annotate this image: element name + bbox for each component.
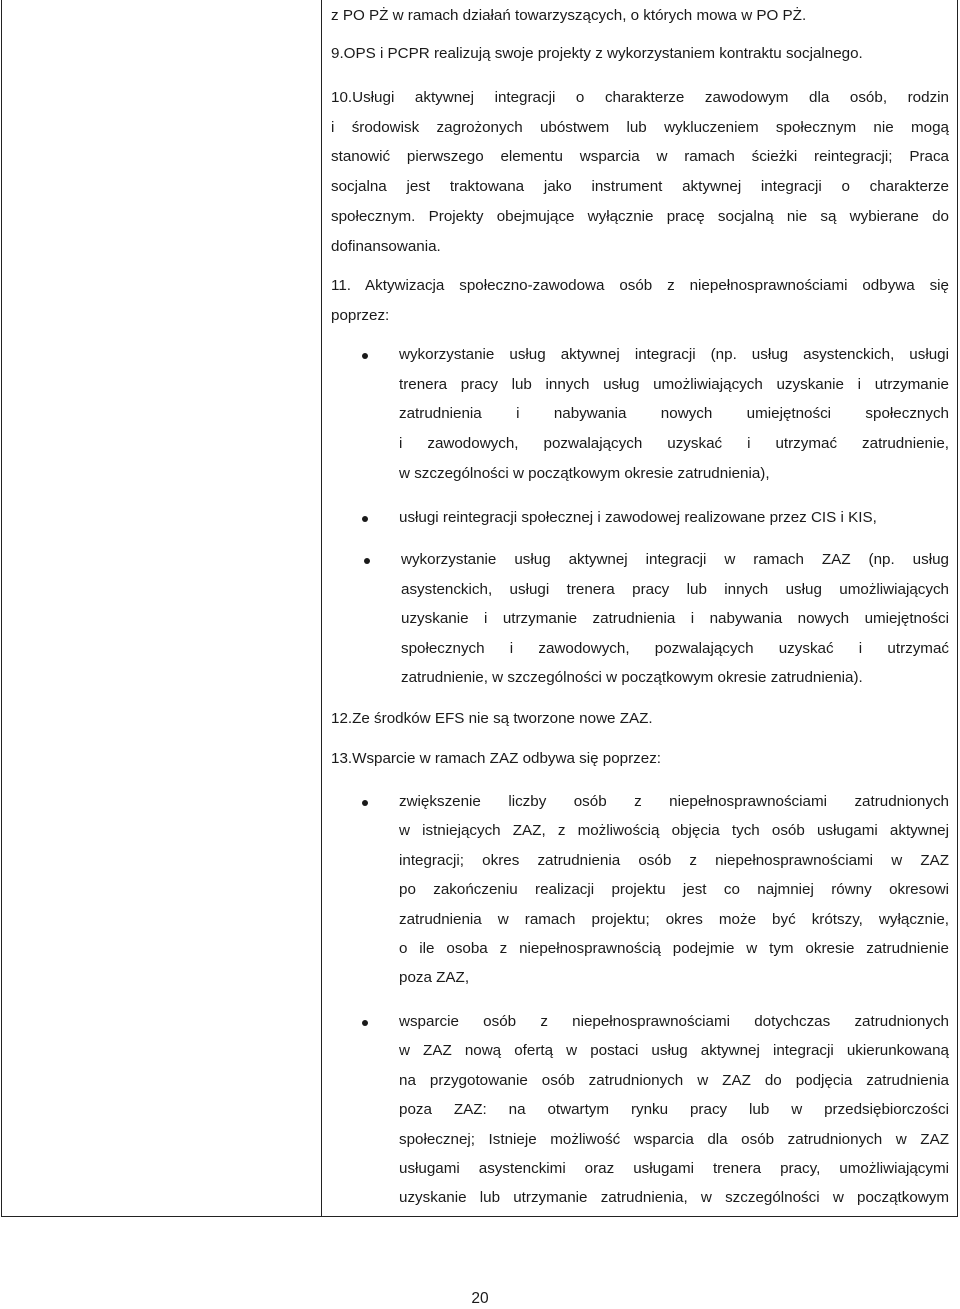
text-line: usługi reintegracji społecznej i zawodowej realizowane przez CIS i KIS, <box>399 509 877 526</box>
text-line: zwiększenie liczby osób z niepełnosprawnościami zatrudnionych <box>399 793 949 810</box>
text-line: stanowić pierwszego elementu wsparcia w ramach ścieżki reintegracji; Praca <box>331 148 949 166</box>
bullet-point-icon <box>362 800 368 806</box>
text-line: i zawodowych, pozwalających uzyskać i utrzymać zatrudnienie, <box>399 435 949 453</box>
text-line: zatrudnienie, w szczególności w początkowym okresie zatrudnienia). <box>401 669 863 686</box>
text-line: po zakończeniu realizacji projektu jest co najmniej równy okresowi <box>399 881 949 899</box>
text-line: poza ZAZ, <box>399 969 470 987</box>
text-line: 10.Usługi aktywnej integracji o charakterze zawodowym dla osób, rodzin <box>331 89 949 106</box>
text-line: zatrudnienia w ramach projektu; okres może być krótszy, wyłącznie, <box>399 910 949 928</box>
text-line: społecznych i zawodowych, pozwalających uzyskać i utrzymać <box>401 639 949 657</box>
text-line: wykorzystanie usług aktywnej integracji (np. usług asystenckich, usługi <box>399 346 949 363</box>
bullet-point-icon <box>362 1020 368 1026</box>
text-line: i środowisk zagrożonych ubóstwem lub wykluczeniem społecznym nie mogą <box>331 118 949 136</box>
text-line: uzyskanie i utrzymanie zatrudnienia i nabywania nowych umiejętności <box>401 610 949 627</box>
text-line: asystenckich, usługi trenera pracy lub innych usług umożliwiających <box>401 580 949 598</box>
text-line: 9.OPS i PCPR realizują swoje projekty z wykorzystaniem kontraktu socjalnego. <box>331 45 863 62</box>
text-line: na przygotowanie osób zatrudnionych w ZAZ do podjęcia zatrudnienia <box>399 1071 949 1089</box>
text-line: usługami asystenckimi oraz usługami trenera pracy, umożliwiającymi <box>399 1160 949 1177</box>
text-line: poza ZAZ: na otwartym rynku pracy lub w przedsiębiorczości <box>399 1101 949 1119</box>
text-line: w szczególności w początkowym okresie zatrudnienia), <box>399 464 770 482</box>
text-line: wsparcie osób z niepełnosprawnościami dotychczas zatrudnionych <box>399 1013 949 1030</box>
text-line: z PO PŻ w ramach działań towarzyszących, o których mowa w PO PŻ. <box>331 7 807 24</box>
text-line: w ZAZ nową ofertą w postaci usług aktywnej integracji ukierunkowaną <box>399 1042 949 1060</box>
text-line: w istniejących ZAZ, z możliwością objęcia tych osób usługami aktywnej <box>399 822 949 840</box>
text-line: 12.Ze środków EFS nie są tworzone nowe ZAZ. <box>331 710 653 727</box>
text-line: poprzez: <box>331 306 390 324</box>
bullet-point-icon <box>364 558 370 564</box>
bullet-point-icon <box>362 516 368 522</box>
text-line: zatrudnienia i nabywania nowych umiejętności społecznych <box>399 405 949 423</box>
text-line: 11. Aktywizacja społeczno-zawodowa osób z niepełnosprawnościami odbywa się <box>331 277 949 294</box>
text-line: integracji; okres zatrudnienia osób z niepełnosprawnościami w ZAZ <box>399 851 949 869</box>
column-divider <box>321 0 322 1216</box>
bullet-point-icon <box>362 353 368 359</box>
content-table <box>1 0 958 1217</box>
text-line: socjalna jest traktowana jako instrument aktywnej integracji o charakterze <box>331 178 949 196</box>
page-number: 20 <box>471 1290 489 1307</box>
text-line: uzyskanie lub utrzymanie zatrudnienia, w szczególności w początkowym <box>399 1189 949 1207</box>
text-line: społecznym. Projekty obejmujące wyłącznie pracę socjalną nie są wybierane do <box>331 207 949 225</box>
text-line: 13.Wsparcie w ramach ZAZ odbywa się poprzez: <box>331 750 662 767</box>
text-line: o ile osoba z niepełnosprawnością podejmie w tym okresie zatrudnienie <box>399 940 949 957</box>
text-line: trenera pracy lub innych usług umożliwiających uzyskanie i utrzymanie <box>399 375 949 393</box>
text-line: społecznej; Istnieje możliwość wsparcia dla osób zatrudnionych w ZAZ <box>399 1130 949 1148</box>
text-line: dofinansowania. <box>331 237 441 255</box>
text-line: wykorzystanie usług aktywnej integracji w ramach ZAZ (np. usług <box>401 551 949 568</box>
